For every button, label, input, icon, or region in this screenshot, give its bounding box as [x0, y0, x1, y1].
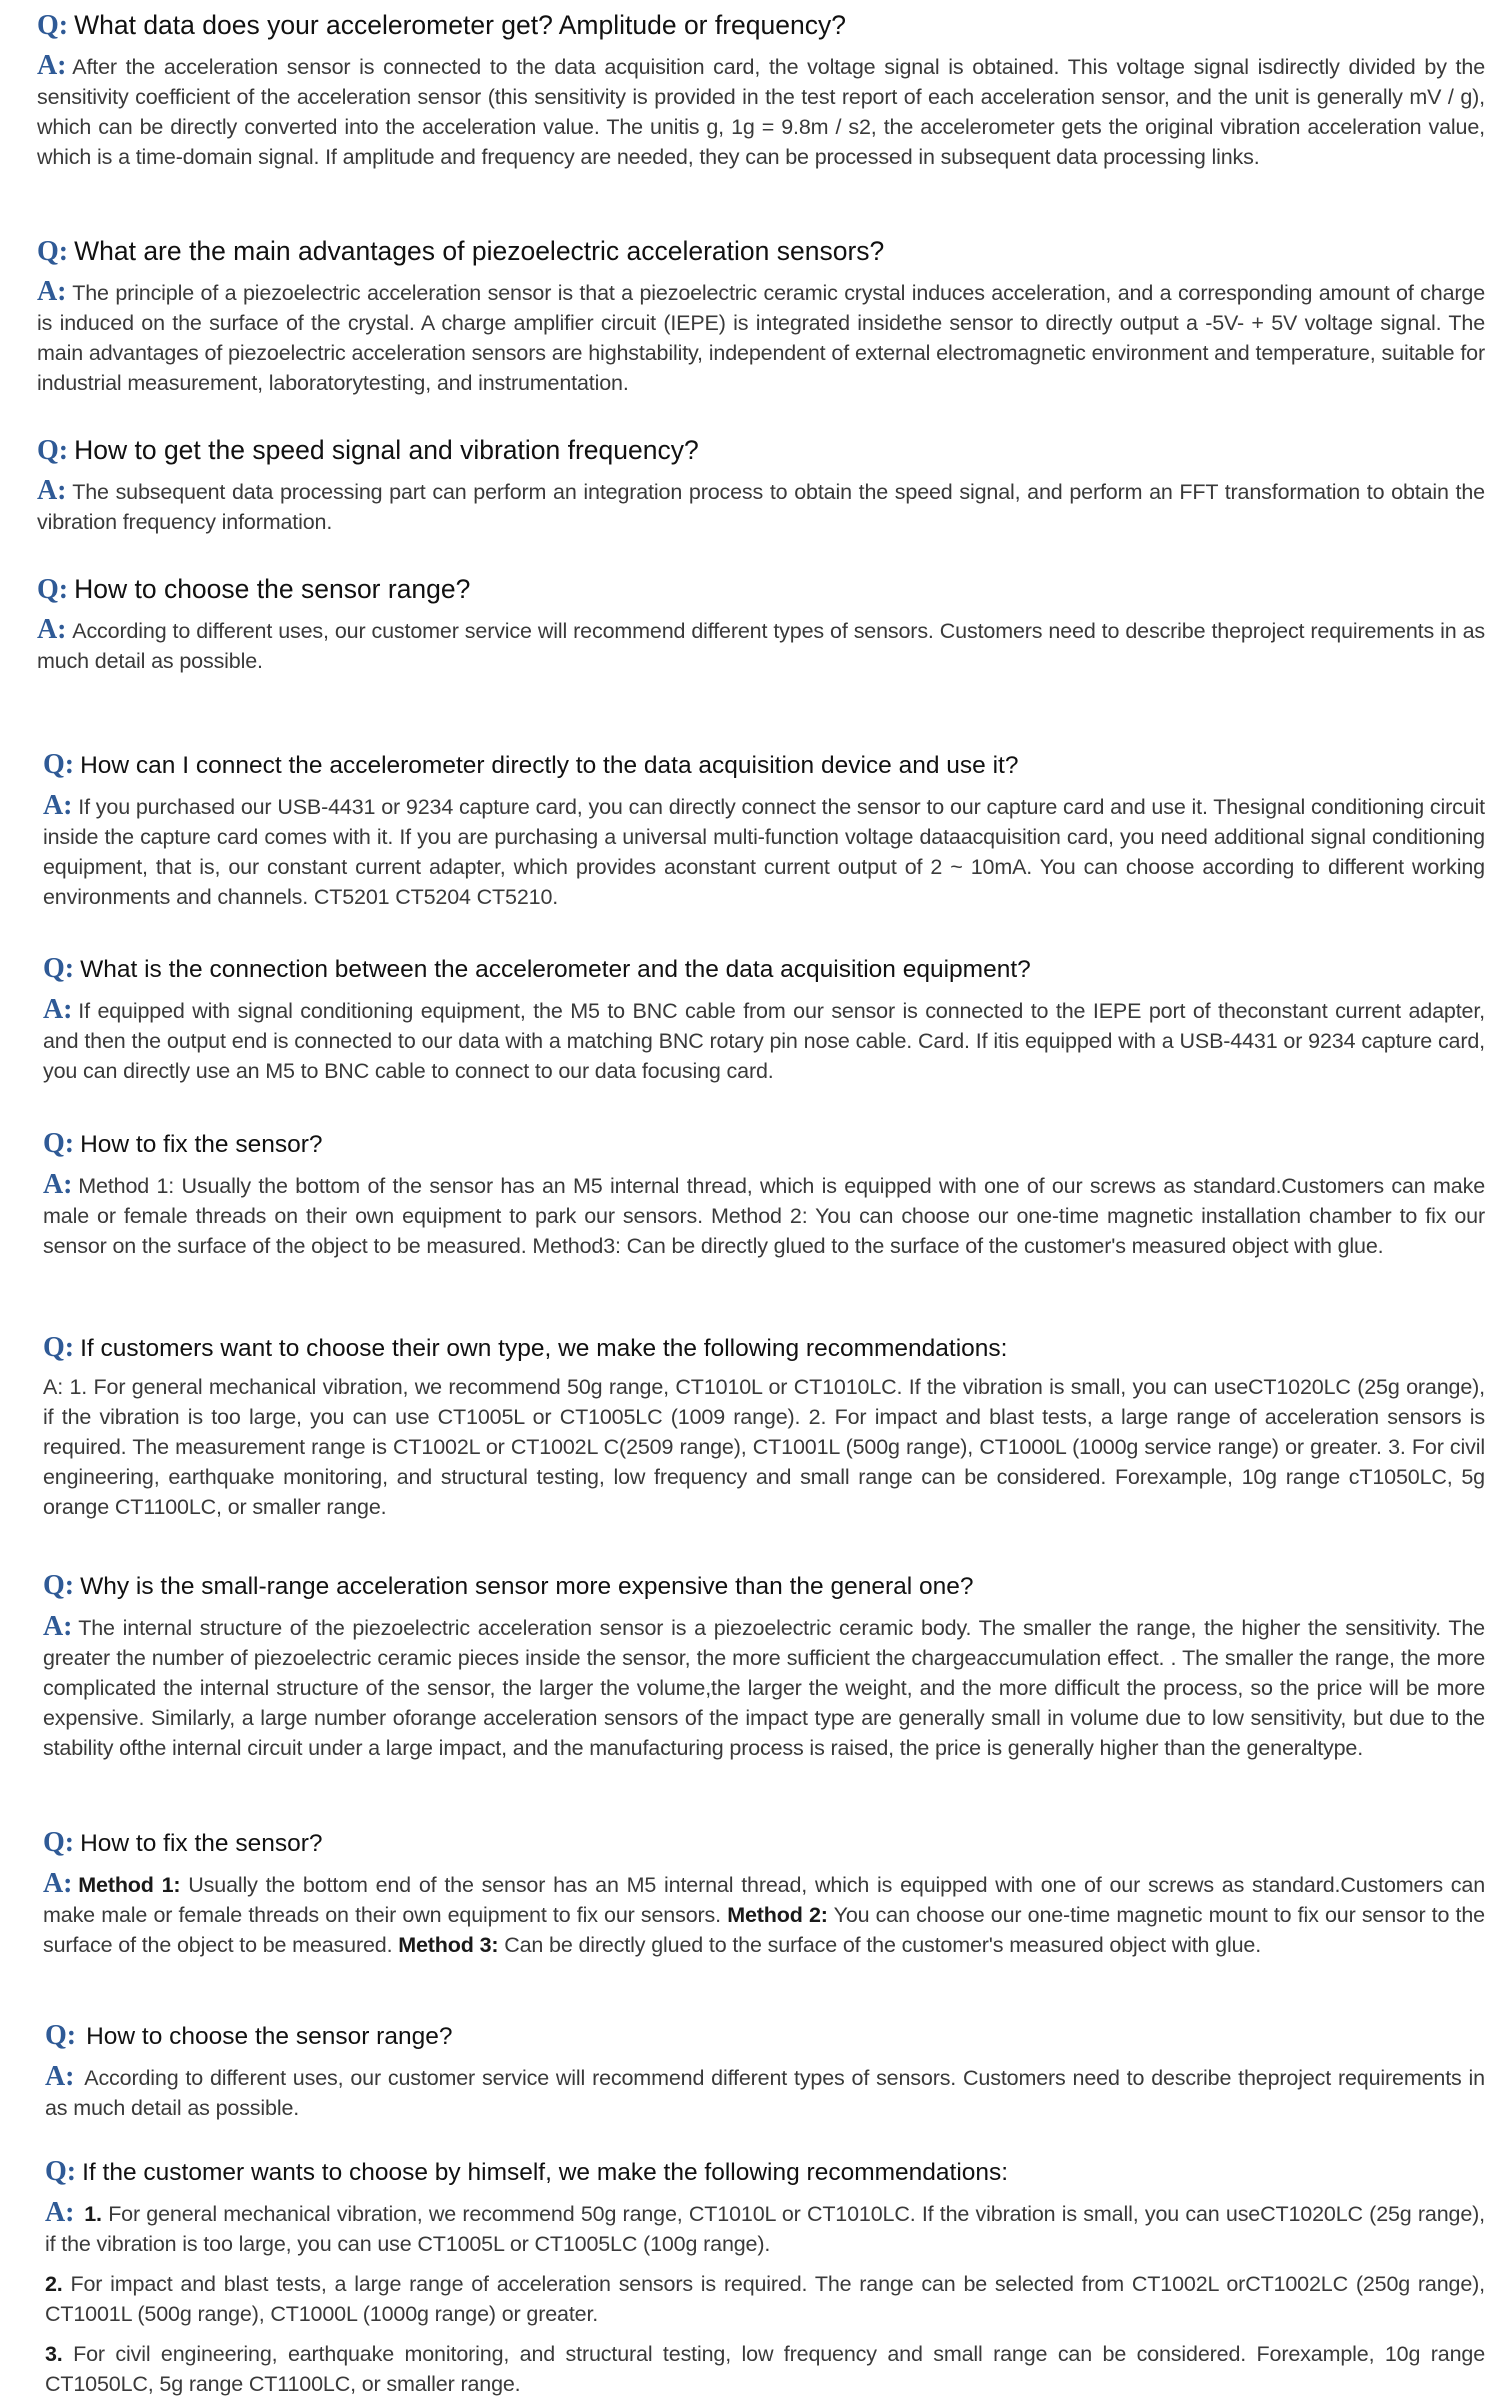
question-text: If the customer wants to choose by himself, we make the following recommendations: — [82, 2159, 1009, 2186]
answer-text: For civil engineering, earthquake monitoring, and structural testing, low frequency and small range can be considered. Forexample, 10g range CT1050LC, 5g range CT1100LC, or smaller range. — [45, 2342, 1485, 2396]
q-prefix: Q: — [43, 1332, 75, 1363]
faq-answer-item — [45, 2339, 1485, 2399]
faq-item — [37, 234, 1485, 398]
question-text: How to choose the sensor range? — [74, 574, 471, 604]
q-prefix: Q: — [43, 1827, 75, 1858]
faq-question — [43, 1127, 1485, 1162]
faq-item — [43, 1331, 1485, 1522]
faq-answer — [43, 791, 1485, 912]
q-prefix: Q: — [37, 236, 69, 267]
answer-text: After the acceleration sensor is connected to the data acquisition card, the voltage signal is obtained. This voltage signal isdirectly divided by the sensitivity coefficient of the acceleration sensor (this sensitivity is provided in the test report of each acceleration sensor, and the unit is generally mV / g), which can be directly converted into the acceleration value. The unitis g, 1g = 9.8m / s2, the accelerometer gets the original vibration acceleration value, which is a time-domain signal. If amplitude and frequency are needed, they can be processed in subsequent data processing links. — [37, 55, 1485, 169]
faq-item — [37, 8, 1485, 172]
faq-item — [43, 952, 1485, 1086]
faq-answer-item — [45, 2198, 1485, 2259]
answer-text: Can be directly glued to the surface of the customer's measured object with glue. — [498, 1933, 1262, 1957]
faq-item — [43, 1826, 1485, 1960]
a-prefix: A: — [43, 790, 73, 821]
item-number: 3. — [45, 2342, 63, 2366]
method-label: Method 2: — [727, 1903, 828, 1927]
q-prefix: Q: — [45, 2156, 77, 2187]
faq-question — [37, 433, 1485, 468]
faq-item — [43, 748, 1485, 912]
method-label: Method 1: — [78, 1873, 181, 1897]
q-prefix: Q: — [37, 435, 69, 466]
faq-question — [45, 2019, 1485, 2054]
q-prefix: Q: — [43, 953, 75, 984]
faq-answer — [43, 1612, 1485, 1763]
a-prefix: A: — [43, 994, 73, 1025]
a-prefix: A: — [43, 1611, 73, 1642]
faq-question — [37, 8, 1485, 43]
answer-text: The internal structure of the piezoelectric acceleration sensor is a piezoelectric ceramic body. The smaller the range, the higher the sensitivity. The greater the number of piezoelectric ceramic pieces inside the sensor, the more sufficient the chargeaccumulation effect. . The smaller the range, the more complicated the internal structure of the sensor, the larger the volume,the larger the weight, and the more difficult the process, so the price will be more expensive. Similarly, a large number oforange acceleration sensors of the impact type are generally small in volume due to low sensitivity, but due to the stability ofthe internal circuit under a large impact, and the manufacturing process is raised, the price is generally higher than the generaltype. — [43, 1616, 1485, 1760]
answer-text: Method 1: Usually the bottom of the sensor has an M5 internal thread, which is equipped with one of our screws as standard.Customers can make male or female threads on their own equipment to park our sensors. Method 2: You can choose our one-time magnetic installation chamber to fix our sensor on the surface of the object to be measured. Method3: Can be directly glued to the surface of the customer's measured object with glue. — [43, 1174, 1485, 1258]
q-prefix: Q: — [43, 749, 75, 780]
faq-item — [43, 1569, 1485, 1763]
question-text: If customers want to choose their own type, we make the following recommendations: — [80, 1335, 1008, 1362]
answer-text: The principle of a piezoelectric acceleration sensor is that a piezoelectric ceramic crystal induces acceleration, and a corresponding amount of charge is induced on the surface of the crystal. A charge amplifier circuit (IEPE) is integrated insidethe sensor to directly output a -5V- + 5V voltage signal. The main advantages of piezoelectric acceleration sensors are highstability, independent of external electromagnetic environment and temperature, suitable for industrial measurement, laboratorytesting, and instrumentation. — [37, 281, 1485, 395]
faq-question — [43, 952, 1485, 987]
answer-text: The subsequent data processing part can perform an integration process to obtain the speed signal, and perform an FFT transformation to obtain the vibration frequency information. — [37, 480, 1485, 534]
question-text: How to fix the sensor? — [80, 1131, 323, 1158]
question-text: How to fix the sensor? — [80, 1830, 323, 1857]
item-number: 1. — [84, 2202, 102, 2226]
faq-question — [43, 1826, 1485, 1861]
faq-answer — [43, 1372, 1485, 1522]
q-prefix: Q: — [45, 2020, 77, 2051]
faq-answer — [43, 995, 1485, 1086]
a-prefix: A: — [43, 1868, 73, 1899]
faq-item — [43, 1127, 1485, 1261]
faq-question — [37, 572, 1485, 607]
faq-answer — [45, 2062, 1485, 2123]
a-prefix: A: — [45, 2197, 75, 2228]
a-prefix: A: — [37, 475, 67, 506]
faq-question — [37, 234, 1485, 269]
q-prefix: Q: — [43, 1570, 75, 1601]
faq-item — [45, 2019, 1485, 2123]
question-text: Why is the small-range acceleration sensor more expensive than the general one? — [80, 1573, 974, 1600]
method-label: Method 3: — [398, 1933, 499, 1957]
answer-text: You can choose our one-time magnetic mount to fix our sensor to the surface of the object to be measured. — [43, 1903, 1485, 1957]
answer-text: Usually the bottom end of the sensor has an M5 internal thread, which is equipped with one of our screws as standard.Customers can make male or female threads on their own equipment to fix our sensors. — [43, 1873, 1485, 1927]
faq-answer — [37, 476, 1485, 537]
answer-text: A: 1. For general mechanical vibration, we recommend 50g range, CT1010L or CT1010LC. If the vibration is small, you can useCT1020LC (25g orange), if the vibration is too large, you can use CT1005L or CT1005LC (1009 range). 2. For impact and blast tests, a large range of acceleration sensors is required. The measurement range is CT1002L or CT1002L C(2509 range), CT1001L (500g range), CT1000L (1000g service range) or greater. 3. For civil engineering, earthquake monitoring, and structural testing, low frequency and small range can be considered. Forexample, 10g range cT1050LC, 5g orange CT1100LC, or smaller range. — [43, 1375, 1485, 1519]
item-number: 2. — [45, 2272, 63, 2296]
question-text: What are the main advantages of piezoelectric acceleration sensors? — [74, 236, 885, 266]
a-prefix: A: — [37, 276, 67, 307]
answer-text: According to different uses, our customer service will recommend different types of sensors. Customers need to describe theproject requirements in as much detail as possible. — [45, 2066, 1485, 2120]
faq-item — [37, 433, 1485, 537]
answer-text: For impact and blast tests, a large range of acceleration sensors is required. The range can be selected from CT1002L orCT1002LC (250g range), CT1001L (500g range), CT1000L (1000g range) or greater. — [45, 2272, 1485, 2326]
answer-text: If equipped with signal conditioning equipment, the M5 to BNC cable from our sensor is connected to the IEPE port of theconstant current adapter, and then the output end is connected to our data with a matching BNC rotary pin nose cable. Card. If itis equipped with a USB-4431 or 9234 capture card, you can directly use an M5 to BNC cable to connect to our data focusing card. — [43, 999, 1485, 1083]
question-text: How to get the speed signal and vibration frequency? — [74, 435, 699, 465]
faq-answer-item — [45, 2269, 1485, 2329]
faq-question — [43, 1331, 1485, 1366]
question-text: How to choose the sensor range? — [86, 2023, 453, 2050]
question-text: How can I connect the accelerometer directly to the data acquisition device and use it? — [80, 752, 1019, 779]
a-prefix: A: — [45, 2061, 75, 2092]
faq-question — [43, 1569, 1485, 1604]
faq-item — [37, 572, 1485, 676]
faq-answer — [43, 1170, 1485, 1261]
question-text: What data does your accelerometer get? Amplitude or frequency? — [74, 10, 846, 40]
a-prefix: A: — [37, 50, 67, 81]
a-prefix: A: — [43, 1169, 73, 1200]
q-prefix: Q: — [43, 1128, 75, 1159]
faq-question — [43, 748, 1485, 783]
faq-question — [45, 2155, 1485, 2190]
question-text: What is the connection between the accelerometer and the data acquisition equipment? — [80, 956, 1031, 983]
faq-answer — [37, 615, 1485, 676]
faq-answer — [37, 277, 1485, 398]
answer-text: According to different uses, our customer service will recommend different types of sensors. Customers need to describe theproject requirements in as much detail as possible. — [37, 619, 1485, 673]
a-prefix: A: — [37, 614, 67, 645]
answer-text: For general mechanical vibration, we recommend 50g range, CT1010L or CT1010LC. If the vibration is small, you can useCT1020LC (25g range), if the vibration is too large, you can use CT1005L or CT1005LC (100g range). — [45, 2202, 1485, 2256]
faq-answer — [37, 51, 1485, 172]
faq-answer — [43, 1869, 1485, 1960]
q-prefix: Q: — [37, 574, 69, 605]
answer-text: If you purchased our USB-4431 or 9234 capture card, you can directly connect the sensor to our capture card and use it. Thesignal conditioning circuit inside the capture card comes with it. If you are purchasing a universal multi-function voltage dataacquisition card, you need additional signal conditioning equipment, that is, our constant current adapter, which provides aconstant current output of 2 ~ 10mA. You can choose according to different working environments and channels. CT5201 CT5204 CT5210. — [43, 795, 1485, 909]
faq-item — [45, 2155, 1485, 2399]
q-prefix: Q: — [37, 10, 69, 41]
